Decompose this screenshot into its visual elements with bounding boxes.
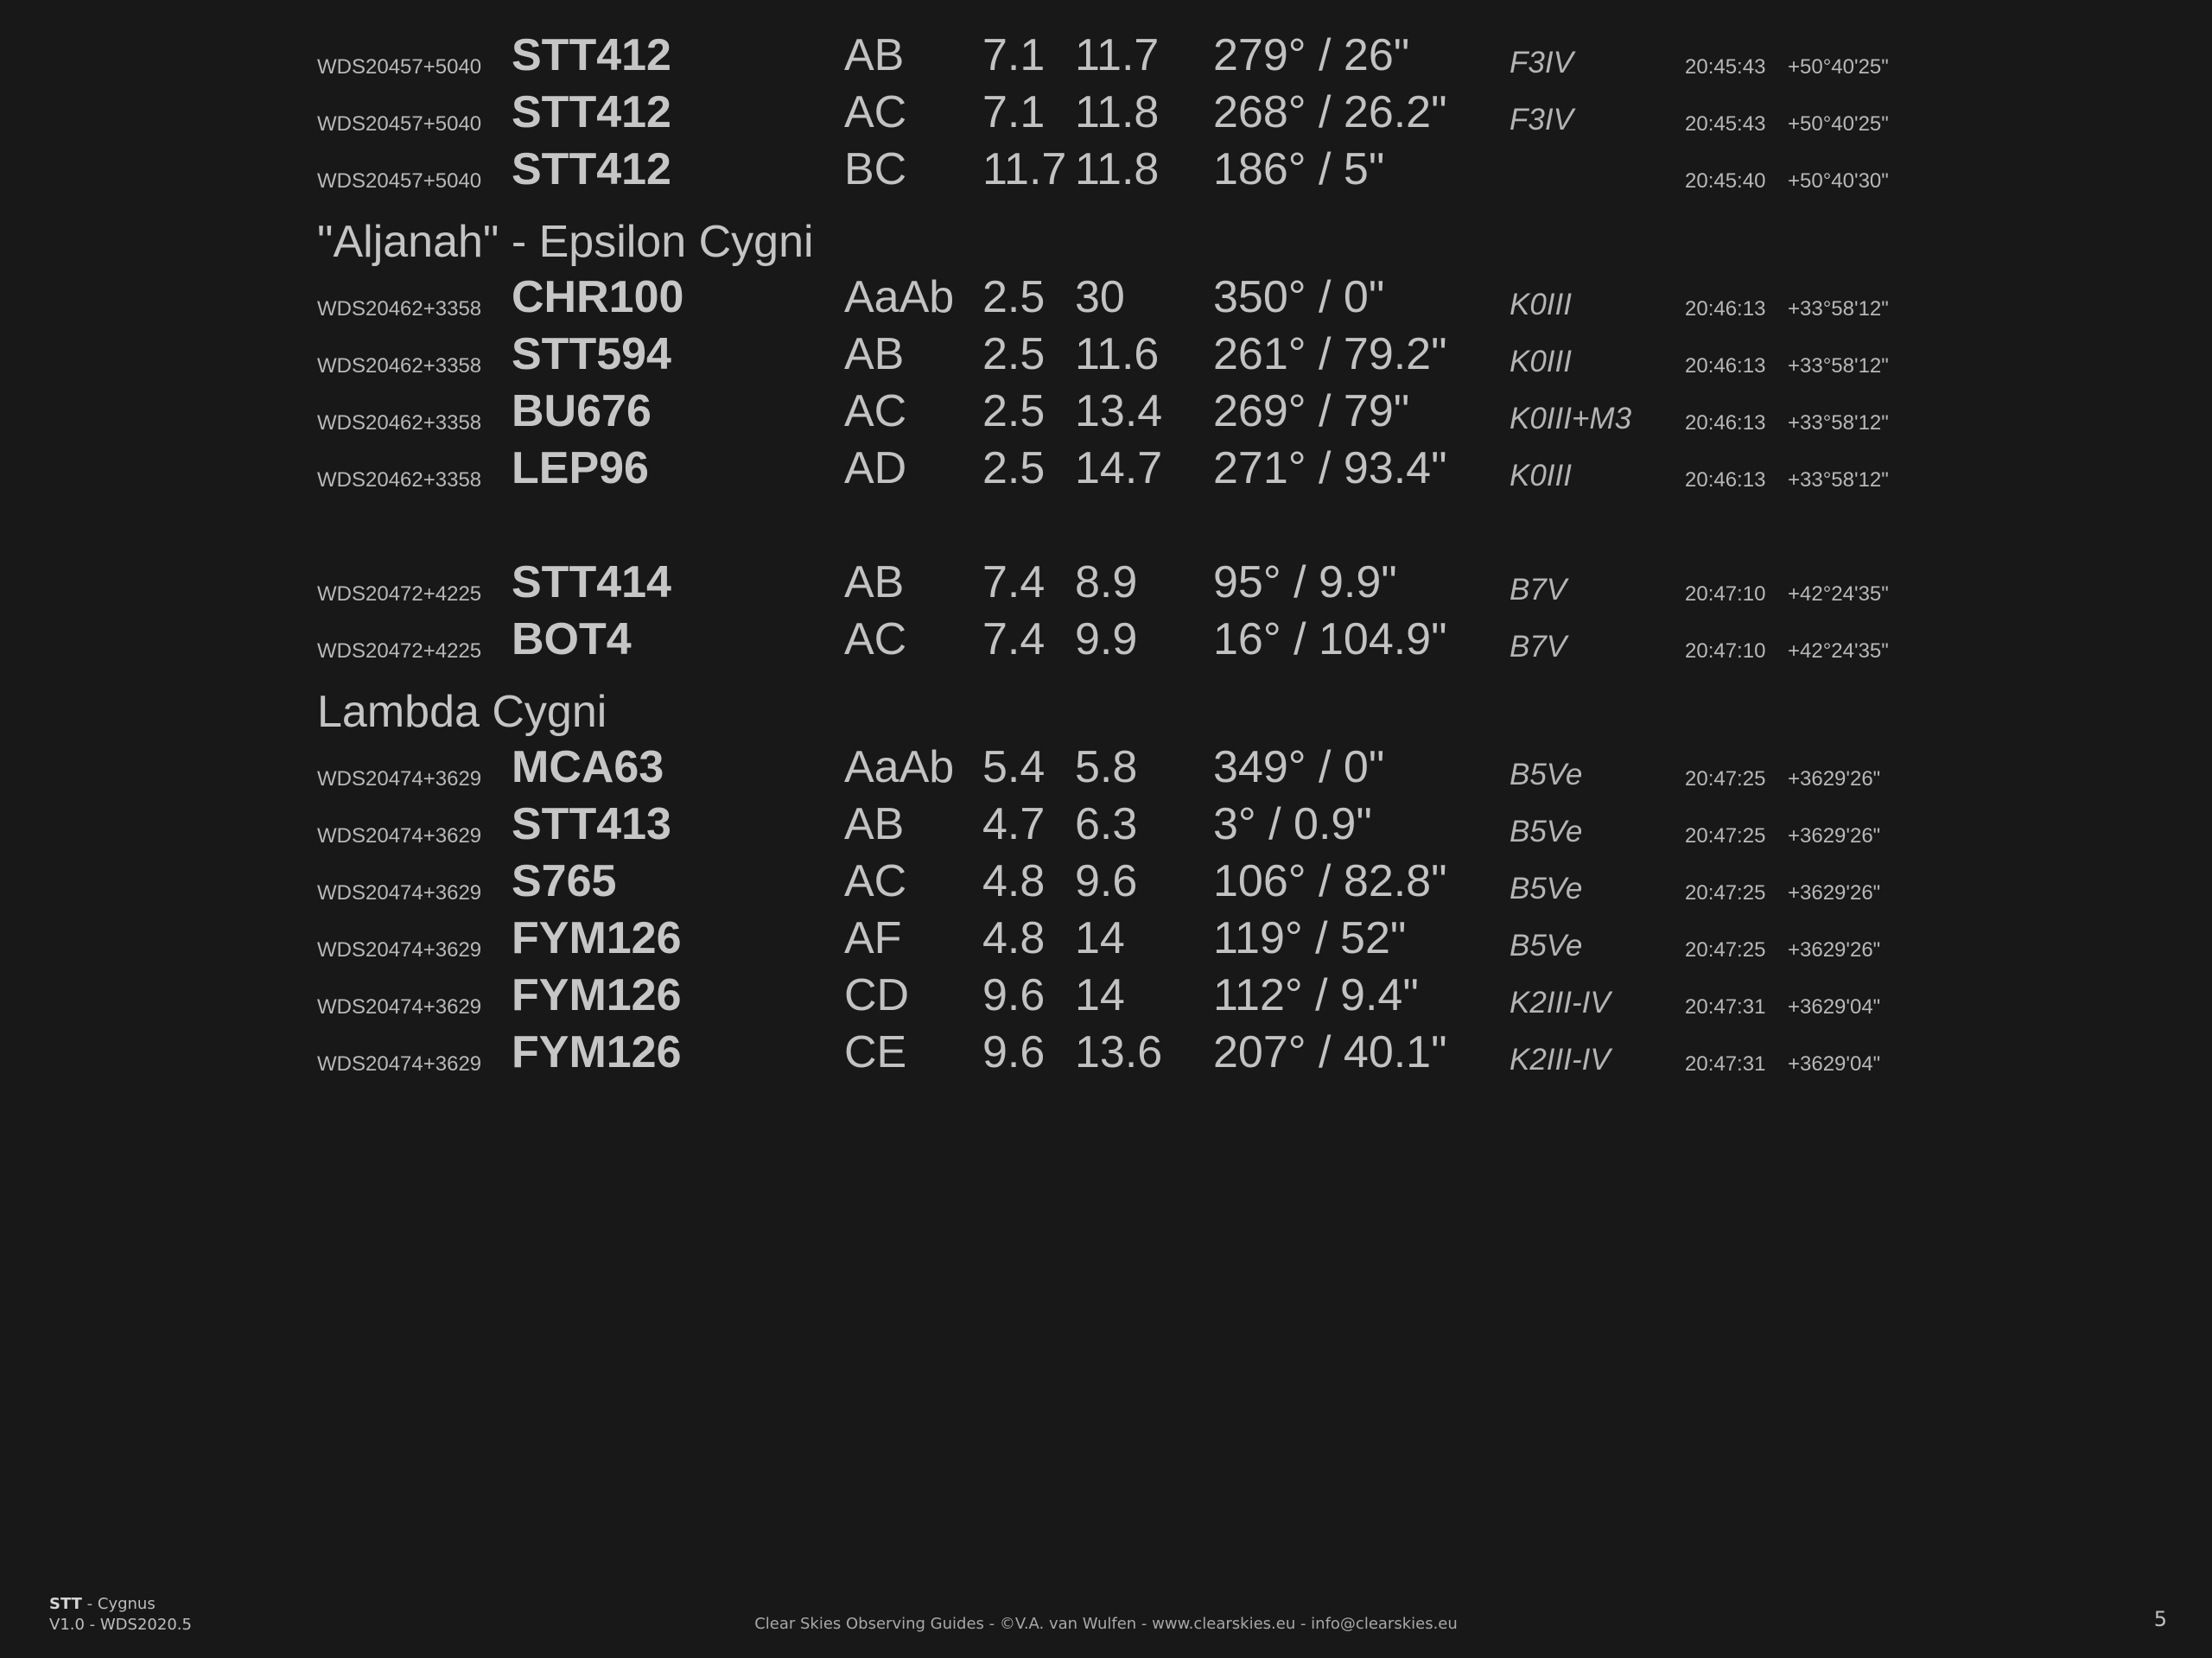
star-row (317, 800, 2045, 857)
magnitude-primary: 2.5 (982, 272, 1046, 322)
magnitude-secondary: 30 (1075, 272, 1125, 322)
wds-designation: WDS20462+3358 (317, 468, 482, 492)
wds-designation: WDS20462+3358 (317, 354, 482, 378)
magnitude-secondary: 14.7 (1075, 443, 1163, 493)
wds-designation: WDS20474+3629 (317, 824, 482, 848)
magnitude-primary: 7.1 (982, 87, 1046, 137)
spectral-type: B5Ve (1510, 758, 1583, 791)
star-name: STT412 (512, 144, 671, 194)
right-ascension: 20:45:43 (1685, 55, 1766, 79)
magnitude-secondary: 14 (1075, 970, 1125, 1020)
components: AD (844, 443, 907, 493)
footer-constellation: - Cygnus (81, 1595, 156, 1613)
magnitude-secondary: 11.7 (1075, 30, 1160, 80)
magnitude-secondary: 14 (1075, 913, 1125, 963)
wds-designation: WDS20474+3629 (317, 1052, 482, 1076)
declination: +33°58'12" (1788, 411, 1889, 435)
star-name: FYM126 (512, 1027, 682, 1077)
spectral-type: B7V (1510, 573, 1567, 607)
magnitude-secondary: 13.4 (1075, 386, 1163, 436)
star-name: STT414 (512, 557, 671, 607)
right-ascension: 20:46:13 (1685, 411, 1766, 435)
magnitude-primary: 7.1 (982, 30, 1046, 80)
spectral-type: B5Ve (1510, 815, 1583, 848)
magnitude-primary: 2.5 (982, 443, 1046, 493)
declination: +50°40'25" (1788, 112, 1889, 136)
group-title (317, 202, 2045, 273)
right-ascension: 20:47:25 (1685, 824, 1766, 848)
magnitude-primary: 11.7 (982, 144, 1067, 194)
components: AB (844, 557, 905, 607)
spectral-type: F3IV (1510, 103, 1573, 137)
star-row (317, 857, 2045, 914)
right-ascension: 20:46:13 (1685, 354, 1766, 378)
right-ascension: 20:47:25 (1685, 938, 1766, 962)
wds-designation: WDS20474+3629 (317, 938, 482, 962)
position-angle-separation: 279° / 26" (1213, 30, 1410, 80)
page-number: 5 (2153, 1607, 2167, 1631)
star-name: STT412 (512, 87, 671, 137)
spectral-type: B7V (1510, 630, 1567, 664)
right-ascension: 20:45:40 (1685, 169, 1766, 193)
magnitude-primary: 4.8 (982, 913, 1046, 963)
star-row (317, 273, 2045, 330)
position-angle-separation: 119° / 52" (1213, 913, 1407, 963)
magnitude-primary: 9.6 (982, 970, 1046, 1020)
spectral-type: K0III (1510, 288, 1572, 321)
magnitude-primary: 2.5 (982, 386, 1046, 436)
right-ascension: 20:47:31 (1685, 1052, 1766, 1076)
wds-designation: WDS20474+3629 (317, 767, 482, 791)
declination: +33°58'12" (1788, 297, 1889, 321)
star-name: CHR100 (512, 272, 684, 322)
position-angle-separation: 349° / 0" (1213, 742, 1385, 792)
components: CE (844, 1027, 907, 1077)
magnitude-secondary: 11.8 (1075, 87, 1160, 137)
magnitude-secondary: 13.6 (1075, 1027, 1163, 1077)
star-name: MCA63 (512, 742, 664, 792)
star-row (317, 914, 2045, 971)
magnitude-secondary: 11.8 (1075, 144, 1160, 194)
components: AB (844, 799, 905, 849)
wds-designation: WDS20457+5040 (317, 55, 482, 79)
wds-designation: WDS20462+3358 (317, 411, 482, 435)
magnitude-primary: 5.4 (982, 742, 1046, 792)
star-row (317, 743, 2045, 800)
wds-designation: WDS20457+5040 (317, 169, 482, 193)
components: AC (844, 614, 907, 664)
components: AaAb (844, 272, 955, 322)
right-ascension: 20:45:43 (1685, 112, 1766, 136)
star-row (317, 31, 2045, 88)
wds-designation: WDS20472+4225 (317, 639, 482, 663)
star-row (317, 1028, 2045, 1085)
position-angle-separation: 186° / 5" (1213, 144, 1385, 194)
star-name: STT413 (512, 799, 671, 849)
declination: +50°40'25" (1788, 55, 1889, 79)
group-title-text: Lambda Cygni (317, 687, 607, 737)
components: BC (844, 144, 907, 194)
right-ascension: 20:47:25 (1685, 881, 1766, 905)
spectral-type: F3IV (1510, 46, 1573, 79)
magnitude-primary: 4.7 (982, 799, 1046, 849)
star-row (317, 387, 2045, 444)
group-spacer (317, 501, 2045, 558)
right-ascension: 20:47:10 (1685, 639, 1766, 663)
star-name: BU676 (512, 386, 652, 436)
components: AC (844, 87, 907, 137)
magnitude-secondary: 9.6 (1075, 856, 1138, 906)
star-name: FYM126 (512, 970, 682, 1020)
position-angle-separation: 95° / 9.9" (1213, 557, 1397, 607)
position-angle-separation: 112° / 9.4" (1213, 970, 1419, 1020)
magnitude-secondary: 5.8 (1075, 742, 1138, 792)
double-star-list (317, 31, 2045, 1085)
right-ascension: 20:47:25 (1685, 767, 1766, 791)
star-name: STT412 (512, 30, 671, 80)
star-row (317, 971, 2045, 1028)
components: AF (844, 913, 902, 963)
declination: +50°40'30" (1788, 169, 1889, 193)
magnitude-secondary: 11.6 (1075, 329, 1160, 379)
declination: +3629'26" (1788, 824, 1881, 848)
group-title-text: "Aljanah" - Epsilon Cygni (317, 217, 814, 267)
star-name: BOT4 (512, 614, 632, 664)
declination: +33°58'12" (1788, 354, 1889, 378)
components: AB (844, 329, 905, 379)
declination: +42°24'35" (1788, 639, 1889, 663)
declination: +3629'26" (1788, 767, 1881, 791)
magnitude-primary: 2.5 (982, 329, 1046, 379)
footer-version: V1.0 - WDS2020.5 (49, 1616, 192, 1634)
star-row (317, 615, 2045, 672)
components: AC (844, 386, 907, 436)
spectral-type: K0III (1510, 345, 1572, 378)
magnitude-primary: 4.8 (982, 856, 1046, 906)
declination: +33°58'12" (1788, 468, 1889, 492)
position-angle-separation: 207° / 40.1" (1213, 1027, 1447, 1077)
wds-designation: WDS20474+3629 (317, 881, 482, 905)
wds-designation: WDS20457+5040 (317, 112, 482, 136)
declination: +3629'26" (1788, 938, 1881, 962)
position-angle-separation: 271° / 93.4" (1213, 443, 1447, 493)
star-name: LEP96 (512, 443, 649, 493)
star-row (317, 330, 2045, 387)
position-angle-separation: 16° / 104.9" (1213, 614, 1447, 664)
components: AC (844, 856, 907, 906)
spectral-type: K0III (1510, 459, 1572, 492)
star-row (317, 145, 2045, 202)
position-angle-separation: 268° / 26.2" (1213, 87, 1447, 137)
declination: +3629'04" (1788, 1052, 1881, 1076)
position-angle-separation: 269° / 79" (1213, 386, 1410, 436)
wds-designation: WDS20462+3358 (317, 297, 482, 321)
group-title (317, 672, 2045, 743)
footer-title-line (49, 1594, 192, 1615)
position-angle-separation: 3° / 0.9" (1213, 799, 1372, 849)
position-angle-separation: 106° / 82.8" (1213, 856, 1447, 906)
right-ascension: 20:46:13 (1685, 297, 1766, 321)
spectral-type: K2III-IV (1510, 986, 1611, 1020)
magnitude-primary: 9.6 (982, 1027, 1046, 1077)
right-ascension: 20:47:31 (1685, 995, 1766, 1019)
components: AB (844, 30, 905, 80)
star-name: FYM126 (512, 913, 682, 963)
position-angle-separation: 350° / 0" (1213, 272, 1385, 322)
spectral-type: K0III+M3 (1510, 402, 1632, 435)
magnitude-secondary: 9.9 (1075, 614, 1138, 664)
star-row (317, 88, 2045, 145)
spectral-type: K2III-IV (1510, 1043, 1611, 1077)
star-row (317, 558, 2045, 615)
components: CD (844, 970, 910, 1020)
spectral-type: B5Ve (1510, 872, 1583, 905)
declination: +42°24'35" (1788, 582, 1889, 606)
wds-designation: WDS20472+4225 (317, 582, 482, 606)
star-name: S765 (512, 856, 617, 906)
magnitude-primary: 7.4 (982, 557, 1046, 607)
footer-credits: Clear Skies Observing Guides - ©V.A. van Wulfen - www.clearskies.eu - info@clearskies.eu (754, 1615, 1458, 1633)
wds-designation: WDS20474+3629 (317, 995, 482, 1019)
footer-catalog: STT (49, 1595, 82, 1613)
star-row (317, 444, 2045, 501)
magnitude-secondary: 8.9 (1075, 557, 1138, 607)
star-name: STT594 (512, 329, 671, 379)
right-ascension: 20:46:13 (1685, 468, 1766, 492)
declination: +3629'26" (1788, 881, 1881, 905)
magnitude-secondary: 6.3 (1075, 799, 1138, 849)
spectral-type: B5Ve (1510, 929, 1583, 962)
magnitude-primary: 7.4 (982, 614, 1046, 664)
declination: +3629'04" (1788, 995, 1881, 1019)
components: AaAb (844, 742, 955, 792)
right-ascension: 20:47:10 (1685, 582, 1766, 606)
position-angle-separation: 261° / 79.2" (1213, 329, 1447, 379)
